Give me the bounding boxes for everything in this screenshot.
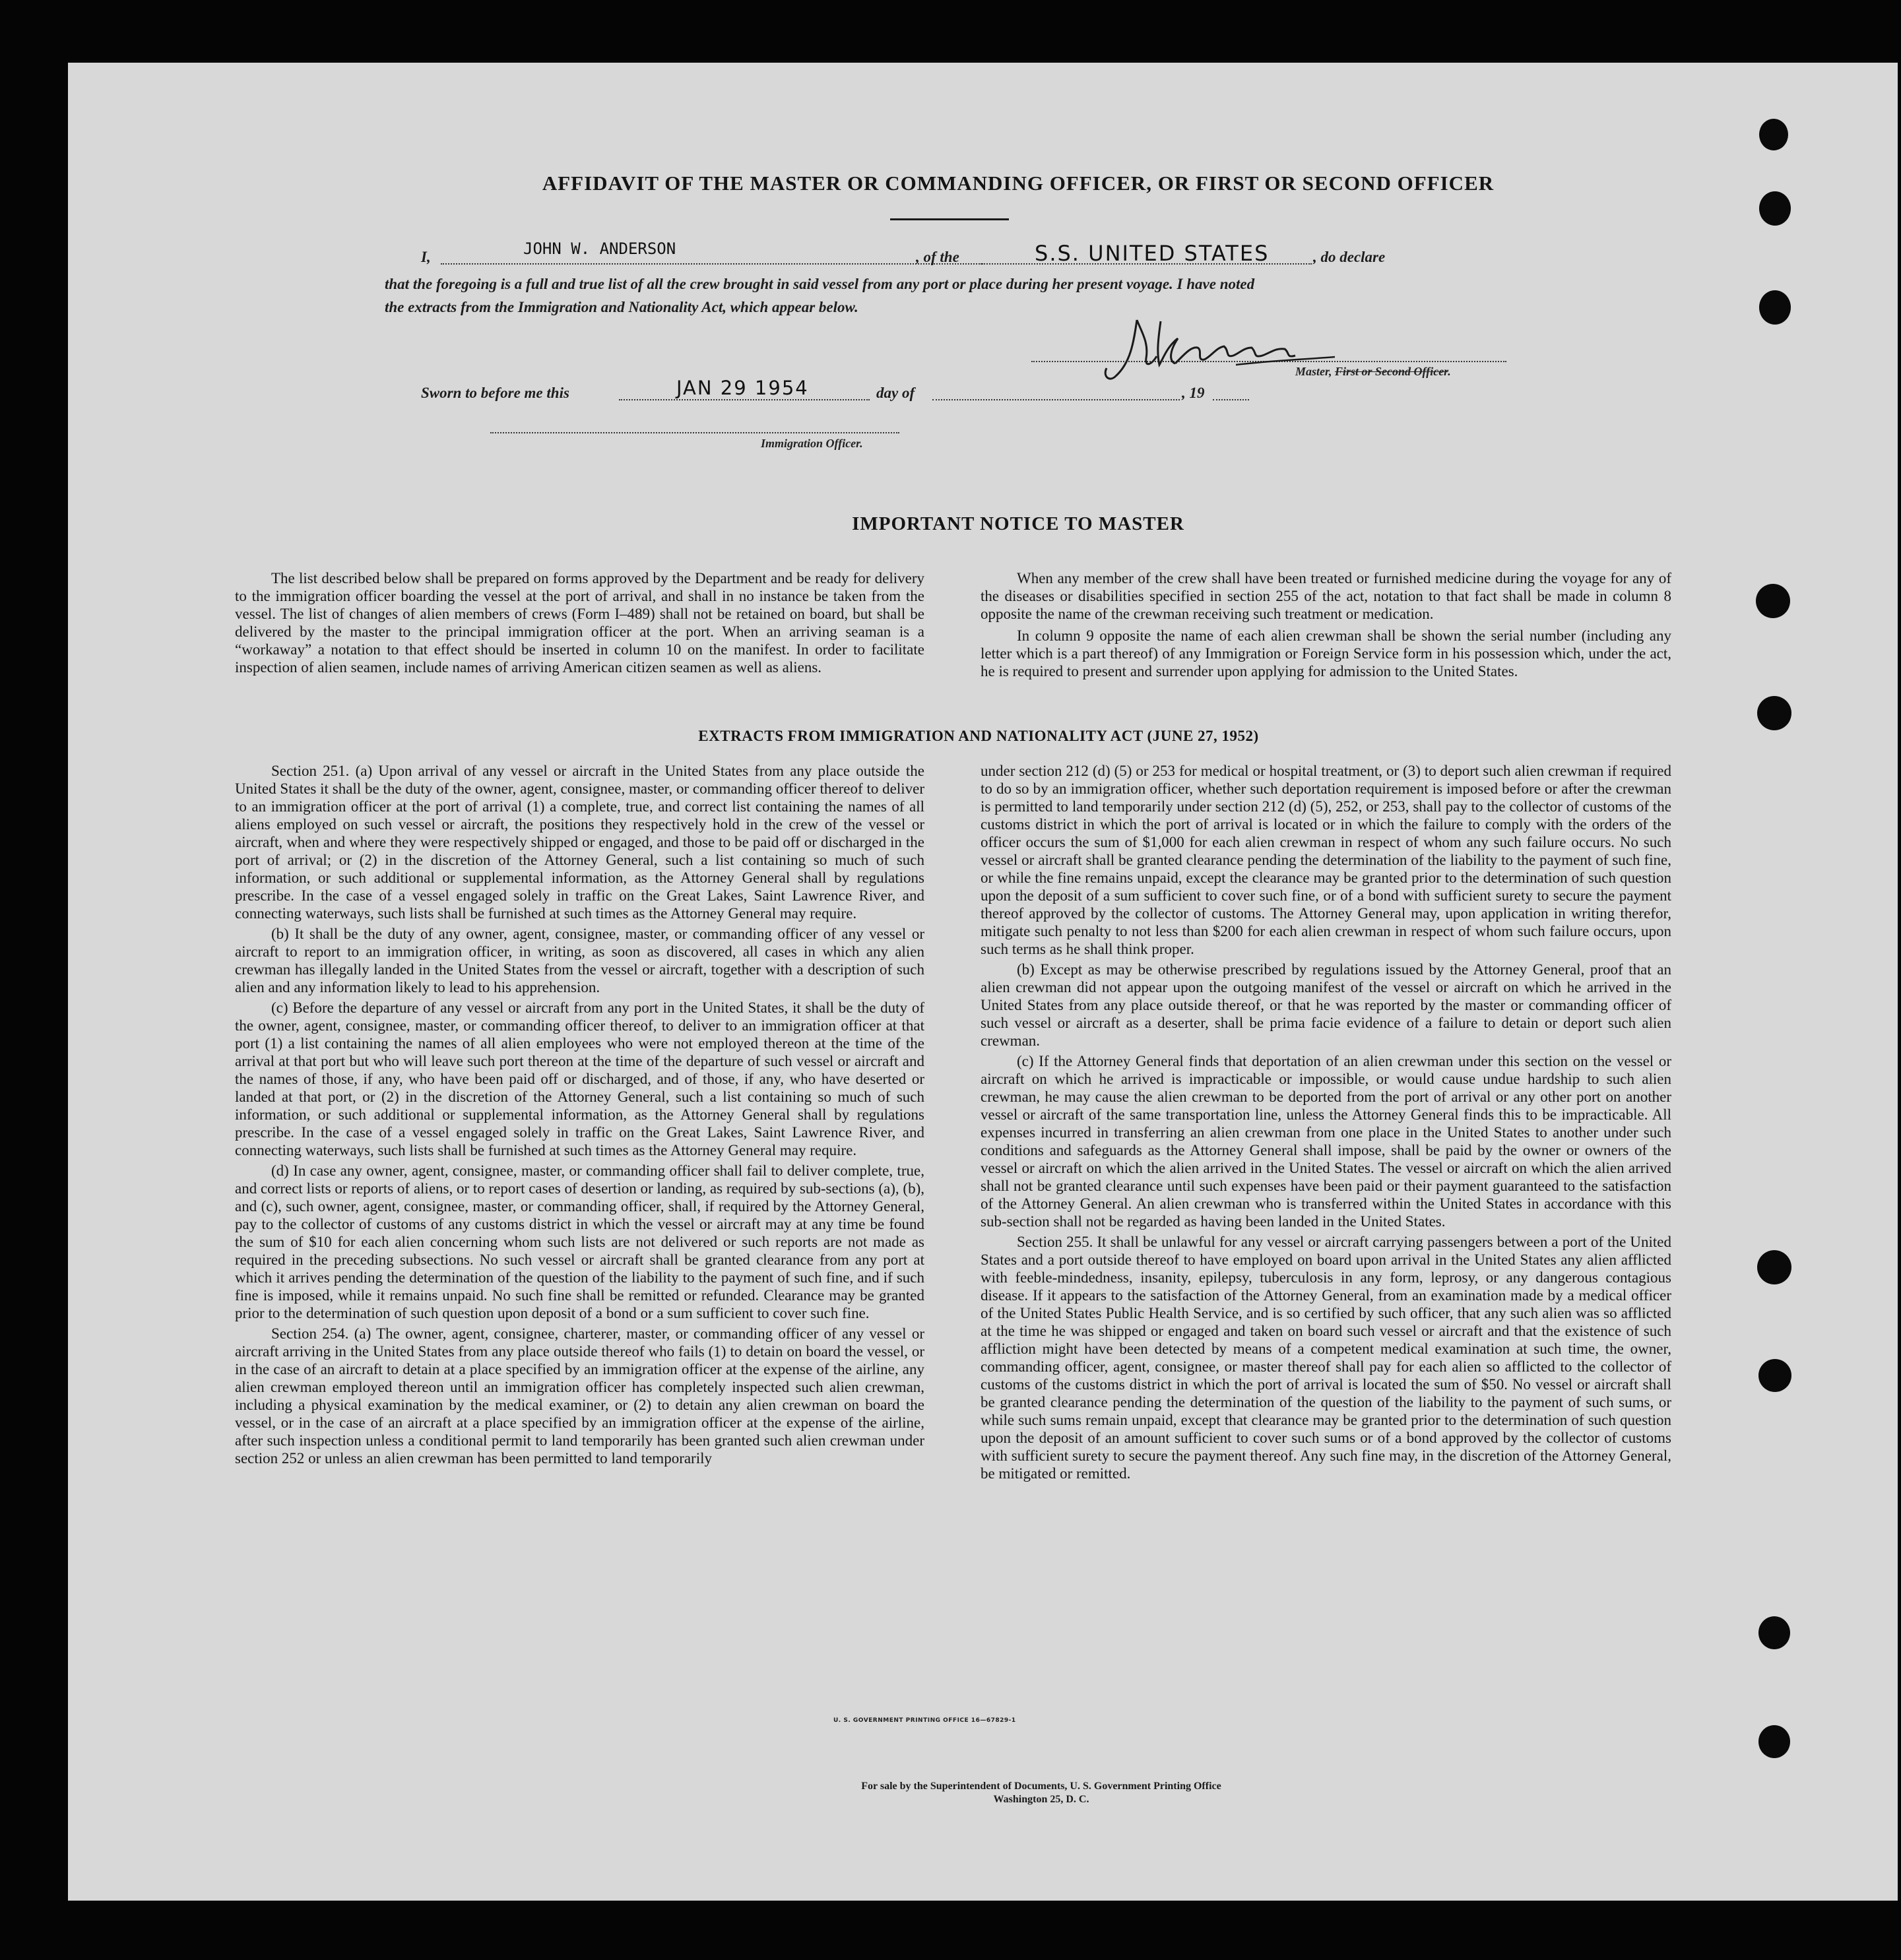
extracts-left-column bbox=[235, 762, 924, 1470]
extracts-right-column bbox=[981, 762, 1671, 1485]
signature-caption bbox=[1295, 365, 1451, 379]
section-254a-continued: under section 212 (d) (5) or 253 for medical or hospital treatment, or (3) to deport such alien crewman if required to do so by an immigration officer, whether such deportation requirement is imposed before or after the crewman is permitted to land temporarily under section 212 (d) (5), 252, or 253, shall pay to the collector of customs of the customs district in which the port of arrival is located or in which the failure to comply with the orders of the officer occurs the sum of $1,000 for each alien crewman in respect of whom any such failure occurs. No such vessel or aircraft shall be granted clearance pending the determination of the liability to the payment of such fine, or while the fine remains unpaid, except the clearance may be granted prior to the determination of such question upon the deposit of a sum sufficient to cover such fine, or of a bond with sufficient surety to secure the payment thereof approved by the collector of customs. The Attorney General may, upon application in writing therefor, mitigate such penalty to not less than $200 for each alien crewman in respect of whom such failure occurs, upon such terms as he shall think proper. bbox=[981, 763, 1671, 957]
year-label: , 19 bbox=[1182, 385, 1205, 401]
declarant-name: JOHN W. ANDERSON bbox=[523, 239, 676, 258]
notice-left-column bbox=[235, 569, 924, 679]
declaration-line-2: the extracts from the Immigration and Nationality Act, which appear below. bbox=[385, 299, 858, 315]
vessel-name: S.S. UNITED STATES bbox=[1035, 241, 1270, 266]
punch-hole bbox=[1758, 1725, 1790, 1758]
section-251c: (c) Before the departure of any vessel or aircraft from any port in the United States, it shall be the duty of the owner, agent, consignee, master, or commanding officer thereof, to deliver to an immigration officer at that port (1) a list containing the names of all alien employees who were not employed thereon at the time of the arrival at that port but who will leave such port thereon at the time of the departure of such vessel or aircraft and the names of those, if any, who have been paid off or discharged, and of those, if any, who have deserted or landed at that port, or (2) in the discretion of the Attorney General, such a list containing so much of such information, or such additional or supplemental information, as the Attorney General shall by regulations prescribe. In the case of a vessel engaged solely in traffic on the Great Lakes, Saint Lawrence River, and connecting waterways, such lists shall be furnished at such times as the Attorney General may require. bbox=[235, 999, 924, 1158]
punch-hole bbox=[1757, 696, 1791, 730]
extracts-title: EXTRACTS FROM IMMIGRATION AND NATIONALITY ACT (JUNE 27, 1952) bbox=[698, 728, 1259, 744]
caption-struck-officer: First or Second Officer bbox=[1335, 365, 1448, 378]
document-sheet bbox=[68, 63, 1898, 1901]
affidavit-title: AFFIDAVIT OF THE MASTER OR COMMANDING OFFICER, OR FIRST OR SECOND OFFICER bbox=[542, 172, 1495, 195]
immigration-officer-line bbox=[490, 432, 899, 433]
sworn-date: JAN 29 1954 bbox=[676, 377, 809, 399]
notice-title: IMPORTANT NOTICE TO MASTER bbox=[852, 513, 1184, 534]
notice-right-paragraph-1: When any member of the crew shall have been treated or furnished medicine during the voyage for any of the diseases or disabilities specified in section 255 of the act, notation to that fact shall be made in column 8 opposite the name of the crewman receiving such treatment or medication. bbox=[981, 570, 1671, 622]
day-of-label: day of bbox=[876, 385, 915, 401]
section-254a: Section 254. (a) The owner, agent, consignee, charterer, master, or commanding officer of any vessel or aircraft arriving in the United States from any place outside thereof who fails (1) to detain on board the vessel, or in the case of an aircraft to detain at a place specified by an immigration officer at the expense of the airline, any alien crewman employed thereon until an immigration officer has completely inspected such alien crewman, including a physical examination by the medical examiner, or (2) to detain any alien crewman on board the vessel, or in the case of an aircraft at a place specified by an immigration officer at the expense of the airline, after such inspection unless a conditional permit to land temporarily has been granted such alien crewman under section 252 or unless an alien crewman has been permitted to land temporarily bbox=[235, 1325, 924, 1467]
section-254b: (b) Except as may be otherwise prescribed by regulations issued by the Attorney General, proof that an alien crewman did not appear upon the outgoing manifest of the vessel or aircraft on which he arrived in the United States from any place outside thereof, or that he was reported by the master or commanding officer of such vessel or aircraft as a deserter, shall be prima facie evidence of a failure to detain or deport such alien crewman. bbox=[981, 961, 1671, 1049]
punch-hole bbox=[1758, 1616, 1790, 1649]
declaration-line-1: that the foregoing is a full and true list of all the crew brought in said vessel from any port or place during her present voyage. I have noted bbox=[385, 276, 1255, 292]
sworn-label: Sworn to before me this bbox=[421, 385, 569, 401]
section-251d: (d) In case any owner, agent, consignee, master, or commanding officer shall fail to deliver complete, true, and correct lists or reports of aliens, or to report cases of desertion or landing, as required by sub-sections (a), (b), and (c), such owner, agent, consignee, master, or commanding officer, shall, if required by the Attorney General, pay to the collector of customs of any customs district in which the vessel or aircraft may at any time be found the sum of $10 for each alien concerning whom such lists are not delivered or such reports are not made as required in the preceding subsections. No such vessel or aircraft shall be granted clearance from any port at which it arrives pending the determination of the question of the liability to the payment of such fine, and if such fine is imposed, while it remains unpaid. No such fine shall be remitted or refunded. Clearance may be granted prior to the determination of such question upon deposit of a bond or a sum sufficient to cover such fine. bbox=[235, 1162, 924, 1321]
notice-right-column bbox=[981, 569, 1671, 683]
punch-hole bbox=[1758, 1359, 1791, 1392]
notice-left-paragraph: The list described below shall be prepared on forms approved by the Department and be ready for delivery to the immigration officer boarding the vessel at the port of arrival, and shall in no instance be taken from the vessel. The list of changes of alien members of crews (Form I–489) shall not be retained on board, but shall be delivered by the master to the principal immigration officer at the port. When an arriving seaman is a “workaway” a notation to that effect should be inserted in column 10 on the manifest. In order to facilitate inspection of alien seamen, include names of arriving American citizen seamen as well as aliens. bbox=[235, 570, 924, 676]
year-line bbox=[1213, 399, 1249, 400]
section-251b: (b) It shall be the duty of any owner, agent, consignee, master, or commanding officer of any vessel or aircraft to report to an immigration officer, in writing, as soon as discovered, all cases in which any alien crewman has illegally landed in the United States from the vessel or aircraft, together with a description of such alien and any information likely to lead to his apprehension. bbox=[235, 926, 924, 996]
month-line bbox=[932, 399, 1180, 400]
for-sale-notice bbox=[662, 1780, 1421, 1806]
punch-hole bbox=[1759, 119, 1788, 150]
punch-hole bbox=[1759, 191, 1791, 226]
title-rule bbox=[890, 218, 1009, 220]
immigration-officer-label: Immigration Officer. bbox=[761, 437, 863, 450]
i-label: I, bbox=[421, 249, 431, 265]
name-blank-line bbox=[441, 263, 982, 265]
section-254c: (c) If the Attorney General finds that deportation of an alien crewman under this section on the vessel or aircraft on which he arrived is impracticable or impossible, or would cause undue hardship to such alien crewman, he may cause the alien crewman to be deported from the port of arrival or any other port on another vessel or aircraft of the same transportation line, unless the Attorney General finds this to be impracticable. All expenses incurred in transferring an alien crewman from one place in the United States to another under such conditions and safeguards as the Attorney General shall impose, shall be paid by the owner or owners of the vessel or aircraft on which the alien arrived in the United States. The vessel or aircraft on which the alien arrived shall not be granted clearance until such expenses have been paid or their payment guaranteed to the satisfaction of the Attorney General. An alien crewman who is transferred within the United States in accordance with this sub-section shall not be regarded as having been landed in the United States. bbox=[981, 1053, 1671, 1230]
for-sale-line-2: Washington 25, D. C. bbox=[993, 1794, 1089, 1805]
punch-hole bbox=[1756, 584, 1790, 618]
punch-hole bbox=[1757, 1250, 1791, 1284]
gpo-imprint: U. S. GOVERNMENT PRINTING OFFICE 16—67829-1 bbox=[833, 1717, 1016, 1724]
punch-hole bbox=[1759, 290, 1791, 325]
notice-right-paragraph-2: In column 9 opposite the name of each alien crewman shall be shown the serial number (including any letter which is a part thereof) of any Immigration or Foreign Service form in his possession which, under the act, he is required to present and surrender upon applying for admission to the United States. bbox=[981, 627, 1671, 680]
sworn-date-line bbox=[619, 399, 870, 400]
of-the-label: , of the bbox=[916, 249, 959, 265]
for-sale-line-1: For sale by the Superintendent of Documents, U. S. Government Printing Office bbox=[861, 1781, 1221, 1792]
do-declare-label: , do declare bbox=[1313, 249, 1386, 265]
section-255: Section 255. It shall be unlawful for any vessel or aircraft carrying passengers between a port of the United States and a port outside thereof to have employed on board upon arrival in the United States any alien afflicted with feeble-mindedness, insanity, epilepsy, tuberculosis in any form, leprosy, or any dangerous contagious disease. If it appears to the satisfaction of the Attorney General, from an examination made by a medical officer of the United States Public Health Service, and is so certified by such officer, that any such alien was so afflicted at the time he was shipped or engaged and taken on board such vessel or aircraft and that the existence of such affliction might have been detected by means of a competent medical examination at such time, the owner, commanding officer, agent, consignee, or master thereof shall pay for each alien so afflicted to the collector of customs of the customs district in which the port of arrival is located the sum of $50. No vessel or aircraft shall be granted clearance pending the determination of the question of the liability to the payment of such sums, or while such sums remain unpaid, except that clearance may be granted prior to the determination of such question upon the deposit of an amount sufficient to cover such sums or of a bond approved by the collector of customs with sufficient surety to secure the payment thereof. Any such fine may, in the discretion of the Attorney General, be mitigated or remitted. bbox=[981, 1234, 1671, 1482]
caption-end: . bbox=[1448, 365, 1451, 378]
caption-master: Master, bbox=[1295, 365, 1332, 378]
section-251a: Section 251. (a) Upon arrival of any vessel or aircraft in the United States from any place outside the United States it shall be the duty of the owner, agent, consignee, master, or commanding officer thereof to deliver to an immigration officer at the port of arrival (1) a complete, true, and correct list containing the names of all aliens employed on such vessel or aircraft, the positions they respectively hold in the crew of the vessel or aircraft, when and where they were respectively shipped or engaged, and those to be paid off or discharged in the port of arrival; or (2) in the discretion of the Attorney General, such a list containing so much of such information, or such additional or supplemental information, as the Attorney General shall by regulations prescribe. In the case of a vessel engaged solely in traffic on the Great Lakes, Saint Lawrence River, and connecting waterways, such lists shall be furnished at such times as the Attorney General may require. bbox=[235, 763, 924, 922]
